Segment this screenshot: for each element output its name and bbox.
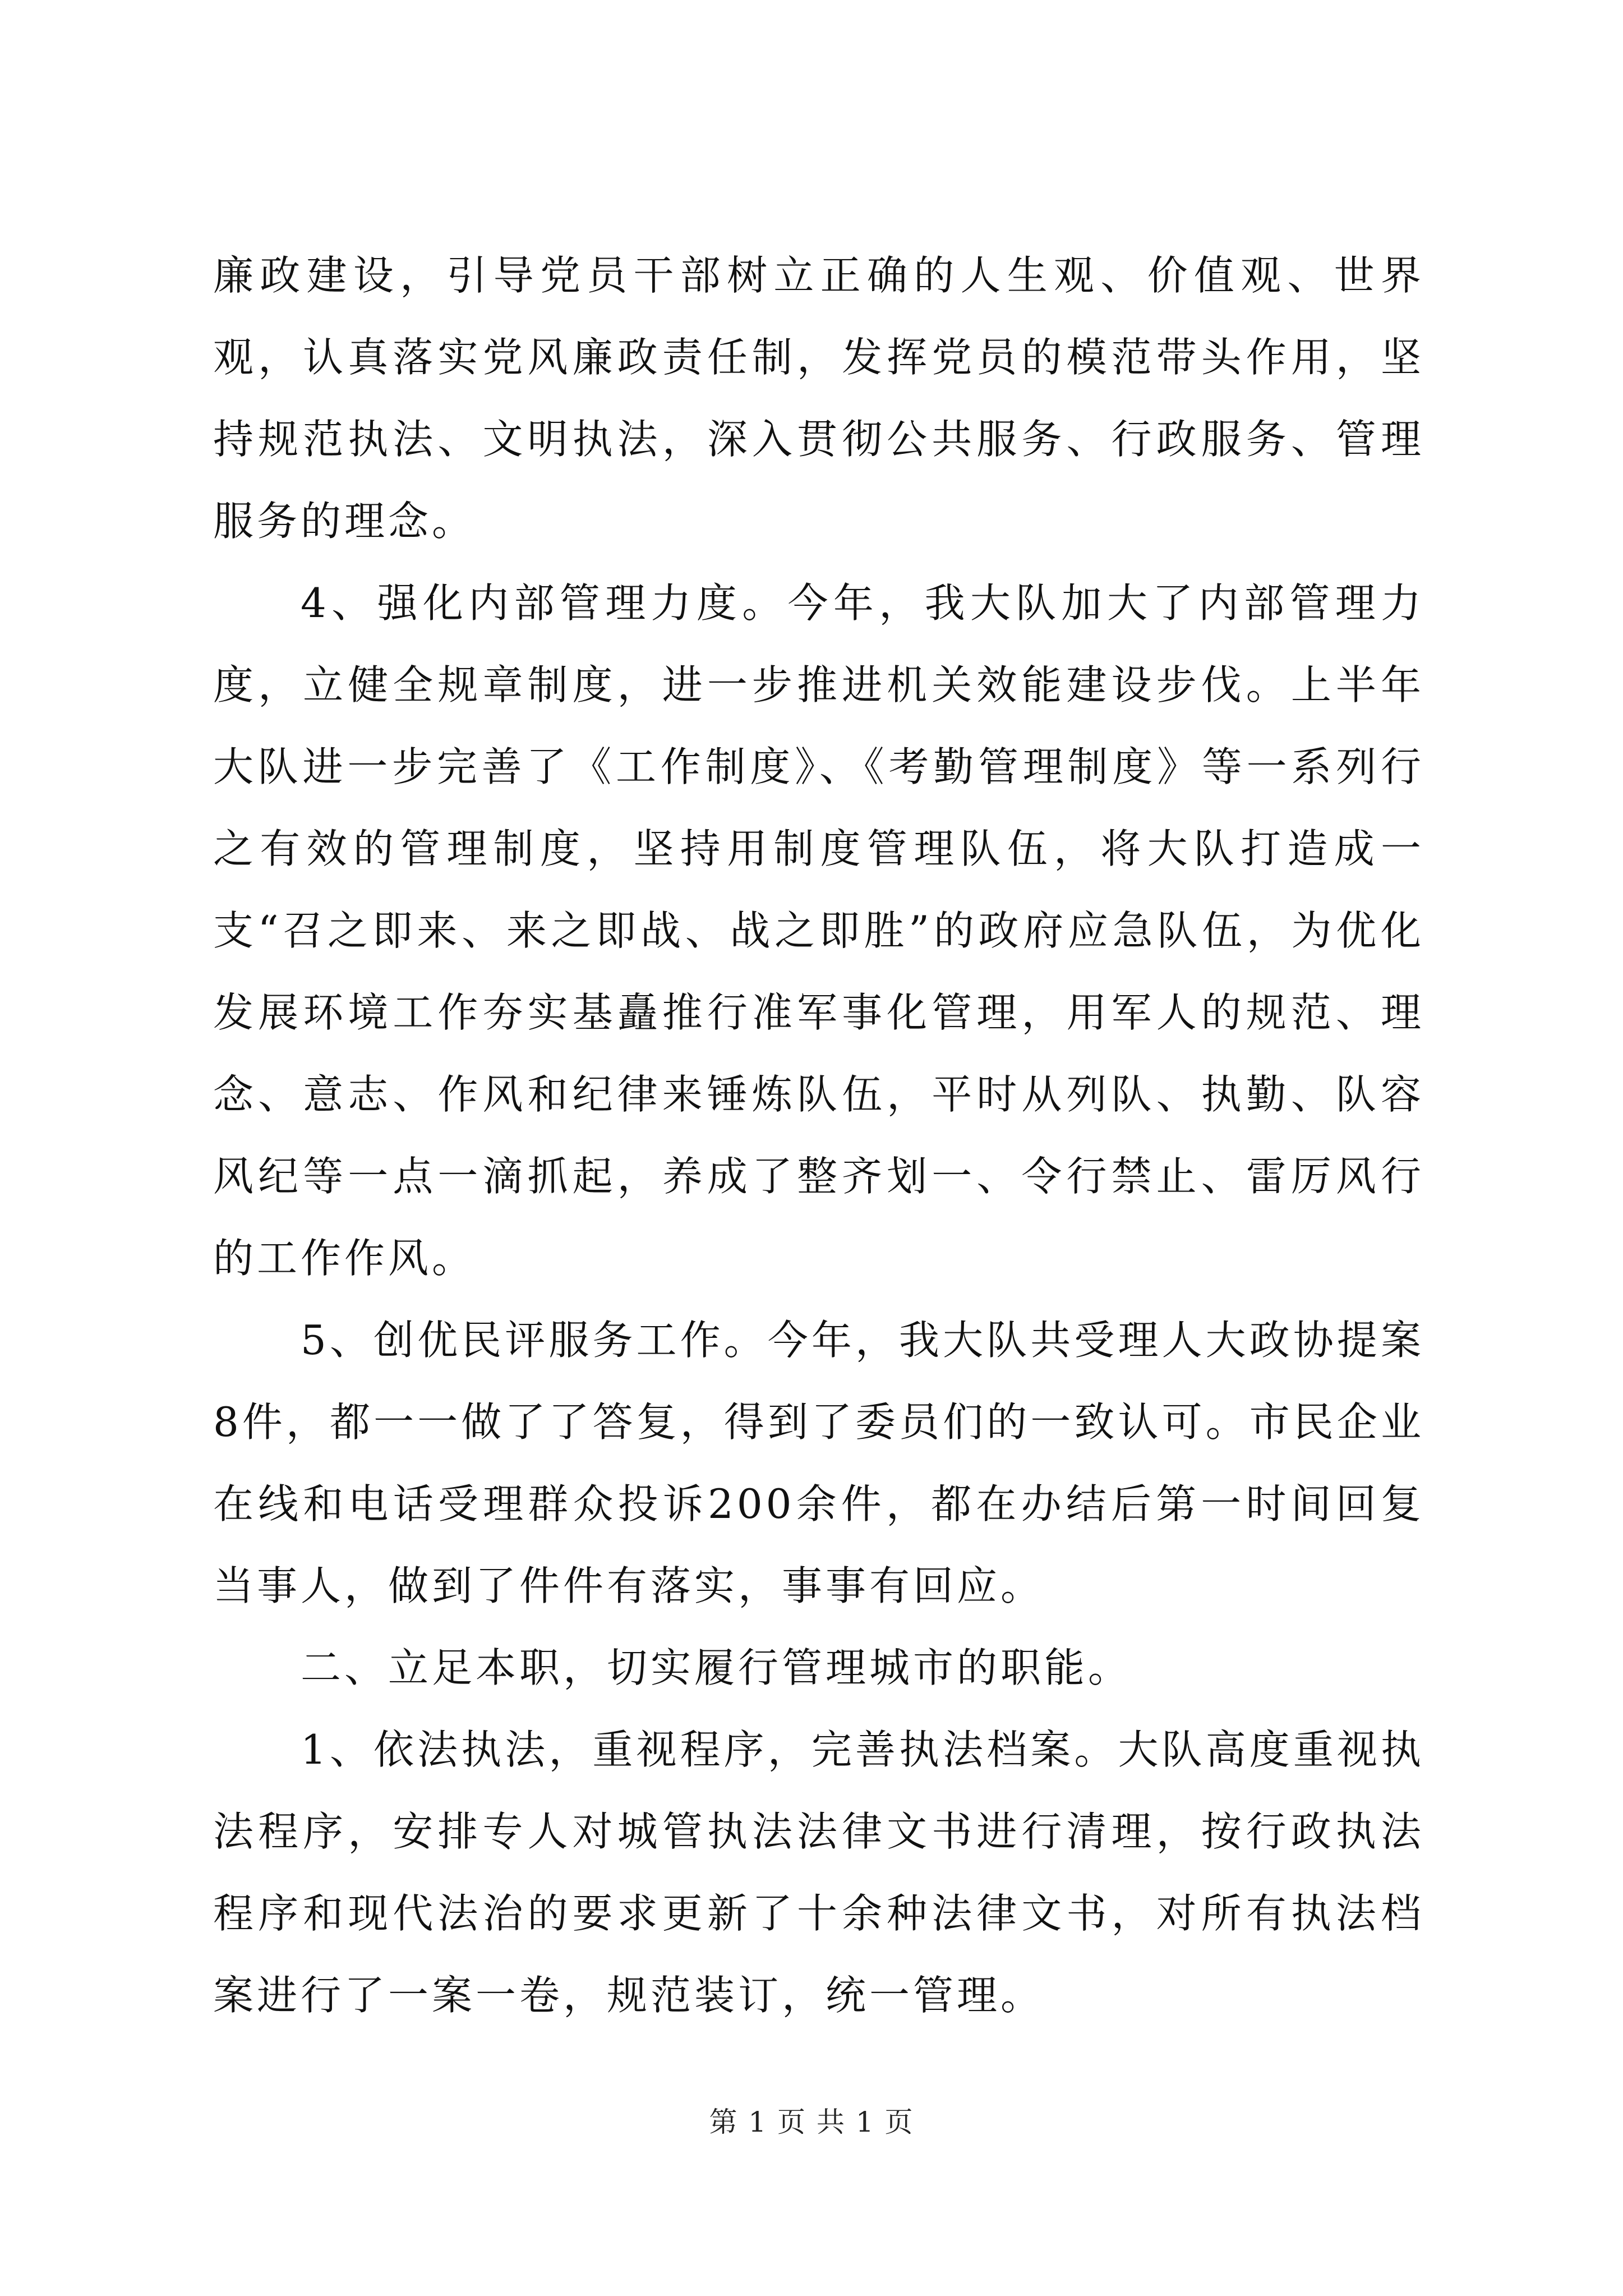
paragraph-law-enforcement: 1、依法执法，重视程序，完善执法档案。大队高度重视执法程序，安排专人对城管执法法律文书进行清理，按行政执法程序和现代法治的要求更新了十余种法律文书，对所有执法档案进行了一案一卷，规范装订，统一管理。 [213,1726,1424,2019]
section-heading-duties: 二、立足本职，切实履行管理城市的职能。 [301,1644,1132,1691]
paragraph-internal-management: 4、强化内部管理力度。今年，我大队加大了内部管理力度，立健全规章制度，进一步推进机关效能建设步伐。上半年大队进一步完善了《工作制度》、《考勤管理制度》等一系列行之有效的管理制度，坚持用制度管理队伍，将大队打造成一支“召之即来、来之即战、战之即胜”的政府应急队伍，为优化发展环境工作夯实基矗推行准军事化管理，用军人的规范、理念、意志、作风和纪律来锤炼队伍，平时从列队、执勤、队容风纪等一点一滴抓起，养成了整齐划一、令行禁止、雷厉风行的工作作风。 [213,579,1424,1282]
paragraph-public-service: 5、创优民评服务工作。今年，我大队共受理人大政协提案8件，都一一做了了答复，得到了委员们的一致认可。市民企业在线和电话受理群众投诉200余件，都在办结后第一时间回复当事人，做到了件件有落实，事事有回应。 [213,1317,1424,1609]
page-footer: 第 1 页 共 1 页 [709,2106,914,2138]
document-body [213,234,1424,2036]
paragraph-continuation: 廉政建设，引导党员干部树立正确的人生观、价值观、世界观，认真落实党风廉政责任制，发挥党员的模范带头作用，坚持规范执法、文明执法，深入贯彻公共服务、行政服务、管理服务的理念。 [213,252,1424,545]
